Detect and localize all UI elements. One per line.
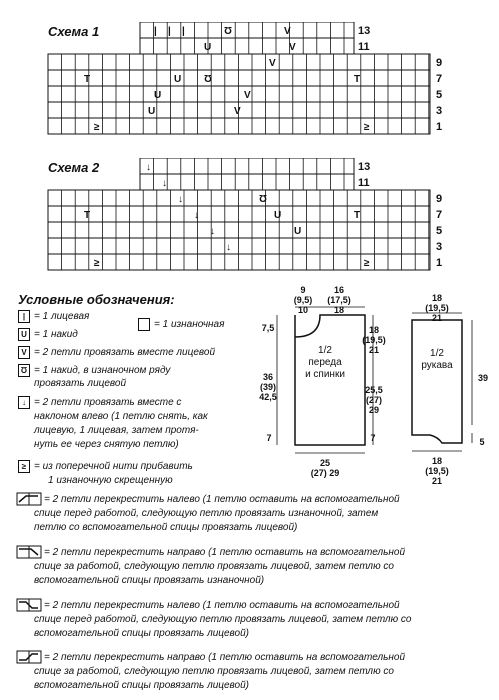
- svg-text:↓: ↓: [146, 162, 151, 173]
- sleeve-length: 39: [477, 373, 488, 383]
- svg-text:V: V: [289, 42, 296, 53]
- svg-text:↓: ↓: [194, 210, 199, 221]
- legend-cross-left-purl: = 2 петли перекрестить налево (1 петлю оставить на вспомогательной: [44, 494, 400, 505]
- ssk-arrow-icon: ↓: [18, 396, 30, 409]
- svg-text:≥: ≥: [364, 122, 370, 133]
- svg-text:↓: ↓: [162, 178, 167, 189]
- cross-right-purl-icon: [16, 545, 42, 559]
- svg-text:V: V: [269, 58, 276, 69]
- legend-cross-right-knit-3: вспомогательной спицы провязать лицевой): [34, 680, 250, 691]
- legend-yarn-over: = 1 накид: [34, 329, 78, 340]
- scheme-2-title: Схема 2: [48, 160, 100, 175]
- svg-text:≥: ≥: [94, 258, 100, 269]
- legend-cross-right-purl: = 2 петли перекрестить направо (1 петлю оставить на вспомогательной: [44, 547, 406, 558]
- legend-title: Условные обозначения:: [18, 292, 175, 307]
- svg-text:U: U: [148, 106, 156, 117]
- front-top-width-2: 16 (17,5) 18: [327, 285, 351, 315]
- svg-text:V: V: [244, 90, 251, 101]
- scheme-1-row-9: 9: [436, 57, 443, 69]
- svg-text:V: V: [234, 106, 241, 117]
- k2tog-icon: V: [18, 346, 30, 359]
- legend-cross-left-purl-3: петлю со вспомогательной спицы провязать лицевой): [34, 522, 298, 533]
- svg-text:|: |: [182, 26, 185, 37]
- scheme-2-row-3: 3: [436, 241, 443, 253]
- svg-text:↓: ↓: [210, 226, 215, 237]
- svg-text:Ʊ: Ʊ: [259, 194, 268, 205]
- svg-text:≥: ≥: [364, 258, 370, 269]
- svg-text:↓: ↓: [178, 194, 183, 205]
- sleeve-bottom-width: 18 (19,5) 21: [425, 456, 449, 486]
- scheme-2-row-1: 1: [436, 257, 443, 269]
- front-back-label: 1/2 переда и спинки: [305, 345, 345, 380]
- knit-stitch-icon: |: [18, 310, 30, 323]
- svg-text:U: U: [204, 42, 212, 53]
- scheme-1-row-11: 11: [358, 41, 370, 53]
- legend-increase-2: 1 изнаночную скрещенную: [48, 475, 173, 486]
- front-left-hem: 7: [266, 433, 272, 443]
- front-left-neck: 7,5: [261, 323, 275, 333]
- scheme-2-chart: [44, 158, 464, 273]
- scheme-1-row-3: 3: [436, 105, 443, 117]
- scheme-2-row-13: 13: [358, 161, 371, 173]
- svg-text:U: U: [294, 226, 302, 237]
- scheme-1-row-13: 13: [358, 25, 371, 37]
- sleeve-label: 1/2 рукава: [421, 348, 453, 371]
- svg-text:T: T: [354, 210, 361, 221]
- scheme-2-row-7: 7: [436, 209, 443, 221]
- sleeve-cuff: 5: [479, 437, 485, 447]
- legend-cross-right-purl-3: вспомогательной спицы провязать изнаночной): [34, 575, 265, 586]
- legend-yarn-over-knit-cont: провязать лицевой: [34, 378, 127, 389]
- front-left-height: 36 (39) 42,5: [259, 372, 277, 402]
- svg-text:T: T: [354, 74, 361, 85]
- legend-cross-left-knit-2: спице перед работой, следующую петлю провязать лицевой, затем петлю со: [34, 614, 412, 625]
- scheme-1-row-1: 1: [436, 121, 443, 133]
- legend-purl: = 1 изнаночная: [154, 319, 225, 330]
- purl-stitch-icon: [138, 318, 150, 331]
- svg-text:U: U: [174, 74, 182, 85]
- svg-text:U: U: [154, 90, 162, 101]
- front-top-width-1: 9 (9,5) 10: [293, 285, 313, 315]
- yarn-over-knit-icon: Ʊ: [18, 364, 30, 377]
- scheme-1-title: Схема 1: [48, 24, 100, 39]
- legend-yarn-over-knit: = 1 накид, в изнаночном ряду: [34, 365, 171, 376]
- legend-k2tog: = 2 петли провязать вместе лицевой: [34, 347, 216, 358]
- legend-knit: = 1 лицевая: [34, 311, 90, 322]
- cross-right-knit-icon: [16, 650, 42, 664]
- legend-cross-left-knit: = 2 петли перекрестить налево (1 петлю оставить на вспомогательной: [44, 600, 400, 611]
- legend-cross-right-knit-2: спице за работой, следующую петлю провязать лицевой, затем петлю со: [34, 666, 394, 677]
- svg-text:|: |: [154, 26, 157, 37]
- svg-text:↓: ↓: [226, 242, 231, 253]
- scheme-2-row-5: 5: [436, 225, 443, 237]
- legend-ssk: = 2 петли провязать вместе с: [34, 397, 182, 408]
- front-right-side: 25,5 (27) 29: [365, 385, 383, 415]
- legend-cross-right-knit: = 2 петли перекрестить направо (1 петлю оставить на вспомогательной: [44, 652, 406, 663]
- front-right-hem: 7: [370, 433, 376, 443]
- cross-left-knit-icon: [16, 598, 42, 612]
- legend-cross-left-knit-3: вспомогательной спицы провязать лицевой): [34, 628, 250, 639]
- legend-cross-left-purl-2: спице перед работой, следующую петлю провязать изнаночной, затем: [34, 508, 379, 519]
- legend-ssk-2: наклоном влево (1 петлю снять, как: [34, 411, 208, 422]
- scheme-1-row-5: 5: [436, 89, 443, 101]
- svg-text:T: T: [84, 74, 91, 85]
- svg-text:U: U: [274, 210, 282, 221]
- scheme-2-row-9: 9: [436, 193, 443, 205]
- front-right-armhole: 18 (19,5) 21: [362, 325, 386, 355]
- cross-left-purl-icon: [16, 492, 42, 506]
- increase-icon: ≥: [18, 460, 30, 473]
- scheme-1-chart: [44, 22, 464, 137]
- sleeve-top-width: 18 (19,5) 21: [425, 293, 449, 323]
- svg-text:Ʊ: Ʊ: [224, 26, 233, 37]
- legend-ssk-4: нуть ее через снятую петлю): [34, 439, 179, 450]
- legend-increase: = из поперечной нити прибавить: [34, 461, 193, 472]
- front-bottom-width: 25 (27) 29: [310, 458, 340, 478]
- yarn-over-icon: U: [18, 328, 30, 341]
- svg-text:V: V: [284, 26, 291, 37]
- svg-text:|: |: [168, 26, 171, 37]
- scheme-2-row-11: 11: [358, 177, 370, 189]
- scheme-1-row-7: 7: [436, 73, 443, 85]
- svg-text:T: T: [84, 210, 91, 221]
- legend-ssk-3: лицевую, 1 лицевая, затем протя-: [34, 425, 199, 436]
- svg-text:≥: ≥: [94, 122, 100, 133]
- svg-text:Ʊ: Ʊ: [204, 74, 213, 85]
- legend-cross-right-purl-2: спице за работой, следующую петлю провязать лицевой, затем петлю со: [34, 561, 394, 572]
